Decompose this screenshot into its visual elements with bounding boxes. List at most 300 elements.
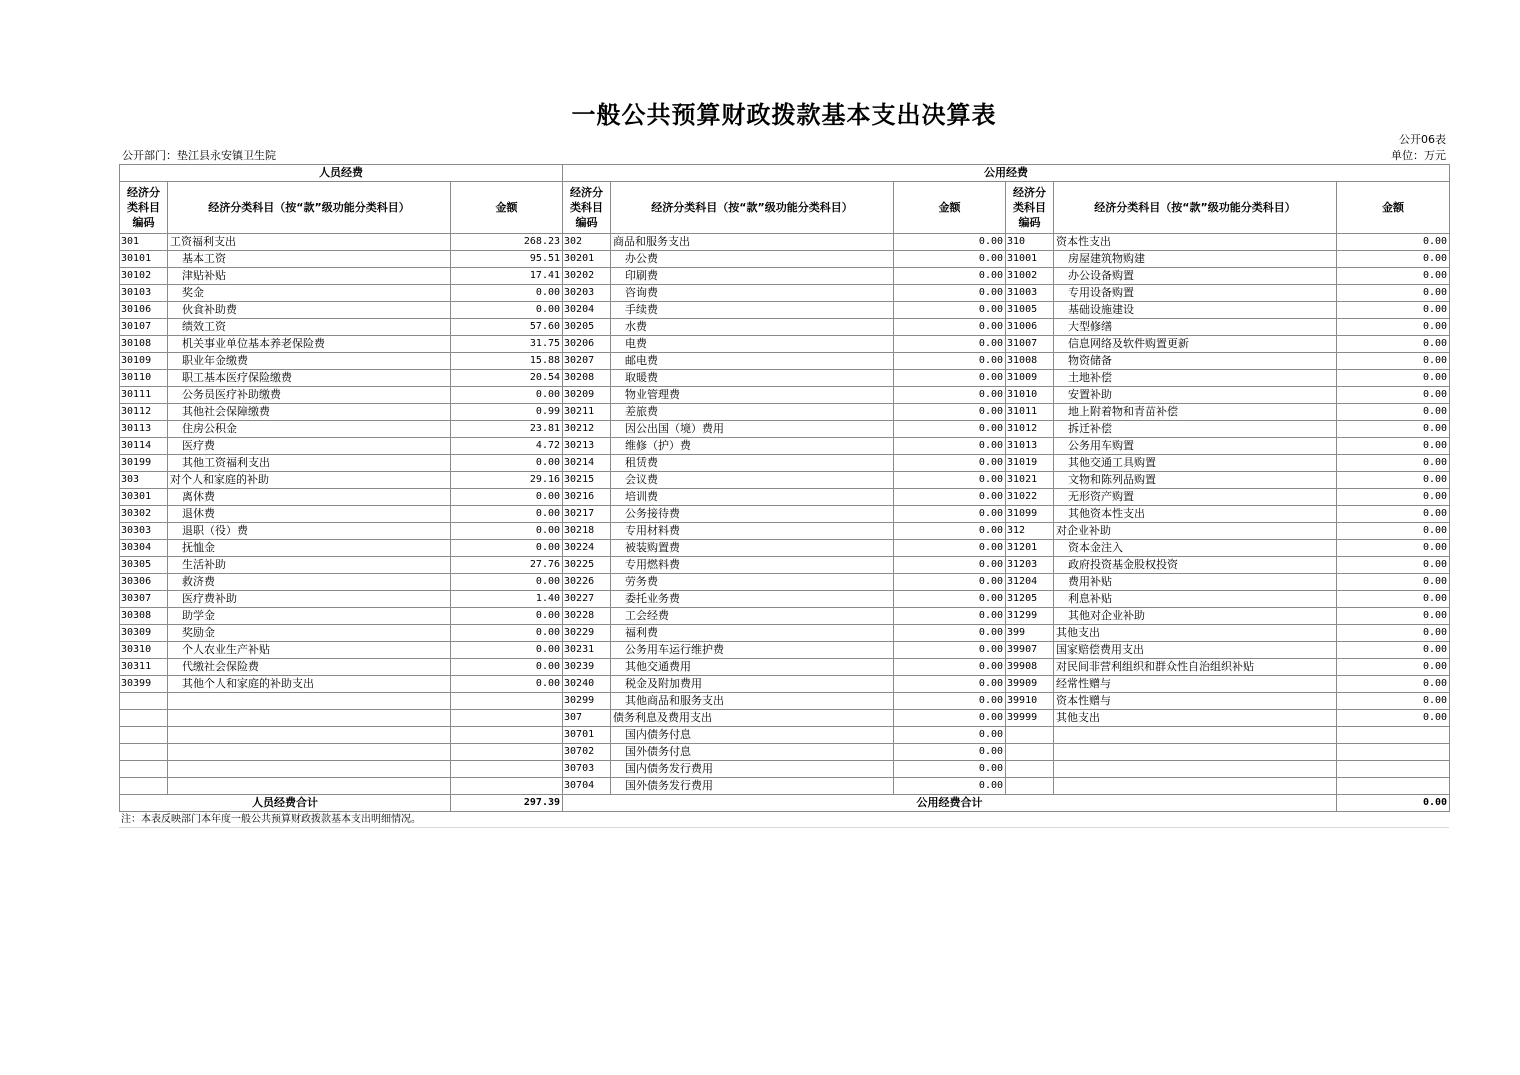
item-code: 30217 (563, 506, 611, 523)
personnel-total-label: 人员经费合计 (120, 795, 451, 812)
item-code: 30113 (120, 421, 168, 438)
table-row (120, 285, 1450, 302)
item-name: 其他支出 (1054, 625, 1337, 642)
item-amount: 0.00 (1337, 438, 1450, 455)
item-amount: 0.00 (451, 608, 563, 625)
empty-cell (1054, 727, 1337, 744)
empty-cell (168, 727, 451, 744)
item-code: 31013 (1006, 438, 1054, 455)
table-row (120, 642, 1450, 659)
item-name: 对个人和家庭的补助 (168, 472, 451, 489)
item-amount: 0.00 (894, 455, 1006, 472)
section-personnel: 人员经费 (120, 165, 563, 182)
item-code: 31009 (1006, 370, 1054, 387)
empty-cell (1054, 744, 1337, 761)
item-amount: 0.00 (1337, 234, 1450, 251)
item-amount: 0.00 (1337, 336, 1450, 353)
item-code: 30299 (563, 693, 611, 710)
table-row (120, 438, 1450, 455)
item-name: 公务接待费 (611, 506, 894, 523)
item-amount: 0.00 (451, 506, 563, 523)
item-code: 30216 (563, 489, 611, 506)
item-amount: 0.00 (1337, 404, 1450, 421)
item-code: 399 (1006, 625, 1054, 642)
item-amount: 0.00 (894, 523, 1006, 540)
item-name: 医疗费 (168, 438, 451, 455)
table-row (120, 727, 1450, 744)
item-name: 其他交通费用 (611, 659, 894, 676)
table-row (120, 778, 1450, 795)
table-row (120, 251, 1450, 268)
col-amount-header: 金额 (451, 182, 563, 234)
item-amount: 0.00 (451, 540, 563, 557)
item-name: 文物和陈列品购置 (1054, 472, 1337, 489)
item-amount: 0.00 (1337, 574, 1450, 591)
item-amount: 0.00 (1337, 506, 1450, 523)
item-amount: 0.00 (1337, 421, 1450, 438)
empty-cell (168, 693, 451, 710)
item-name: 无形资产购置 (1054, 489, 1337, 506)
item-name: 利息补贴 (1054, 591, 1337, 608)
expenditure-table (119, 164, 1450, 812)
item-name: 津贴补贴 (168, 268, 451, 285)
col-code-header: 经济分类科目编码 (120, 182, 168, 234)
item-name: 抚恤金 (168, 540, 451, 557)
item-name: 国外债务付息 (611, 744, 894, 761)
item-code: 39910 (1006, 693, 1054, 710)
item-amount: 0.00 (894, 404, 1006, 421)
item-name: 土地补偿 (1054, 370, 1337, 387)
table-row (120, 421, 1450, 438)
item-code: 30308 (120, 608, 168, 625)
table-row (120, 472, 1450, 489)
item-name: 国家赔偿费用支出 (1054, 642, 1337, 659)
item-name: 房屋建筑物购建 (1054, 251, 1337, 268)
item-amount: 0.00 (894, 472, 1006, 489)
item-code: 31201 (1006, 540, 1054, 557)
item-amount: 0.00 (451, 625, 563, 642)
item-code: 31205 (1006, 591, 1054, 608)
item-amount: 0.00 (894, 710, 1006, 727)
item-code: 39908 (1006, 659, 1054, 676)
item-code: 39907 (1006, 642, 1054, 659)
item-amount: 0.00 (894, 302, 1006, 319)
col-code-header: 经济分类科目编码 (563, 182, 611, 234)
item-amount: 0.00 (1337, 353, 1450, 370)
item-code: 30208 (563, 370, 611, 387)
item-amount: 0.00 (1337, 302, 1450, 319)
item-code: 30226 (563, 574, 611, 591)
item-amount: 0.00 (894, 489, 1006, 506)
item-name: 福利费 (611, 625, 894, 642)
item-amount: 0.00 (894, 336, 1006, 353)
item-amount: 0.00 (1337, 489, 1450, 506)
department-label: 公开部门：垫江县永安镇卫生院 (122, 149, 276, 162)
item-amount: 0.00 (451, 489, 563, 506)
empty-cell (168, 761, 451, 778)
item-name: 机关事业单位基本养老保险费 (168, 336, 451, 353)
item-code: 30228 (563, 608, 611, 625)
item-code: 30229 (563, 625, 611, 642)
item-code: 30107 (120, 319, 168, 336)
item-amount: 0.00 (894, 659, 1006, 676)
item-amount: 0.00 (451, 574, 563, 591)
item-code: 30215 (563, 472, 611, 489)
empty-cell (451, 761, 563, 778)
empty-cell (120, 710, 168, 727)
item-code: 303 (120, 472, 168, 489)
table-row (120, 710, 1450, 727)
empty-cell (120, 744, 168, 761)
item-code: 30211 (563, 404, 611, 421)
empty-cell (1006, 727, 1054, 744)
empty-cell (1006, 778, 1054, 795)
item-code: 31008 (1006, 353, 1054, 370)
table-row (120, 506, 1450, 523)
item-amount: 0.00 (1337, 285, 1450, 302)
table-row (120, 319, 1450, 336)
item-amount: 0.00 (1337, 251, 1450, 268)
empty-cell (1337, 727, 1450, 744)
item-name: 医疗费补助 (168, 591, 451, 608)
item-amount: 0.00 (894, 574, 1006, 591)
empty-cell (120, 761, 168, 778)
item-code: 30301 (120, 489, 168, 506)
item-name: 国内债务付息 (611, 727, 894, 744)
item-amount: 0.00 (894, 608, 1006, 625)
item-amount: 0.00 (1337, 642, 1450, 659)
table-row (120, 676, 1450, 693)
item-code: 30199 (120, 455, 168, 472)
table-row (120, 693, 1450, 710)
empty-cell (168, 744, 451, 761)
item-name: 会议费 (611, 472, 894, 489)
col-name-header: 经济分类科目（按“款”级功能分类科目） (1054, 182, 1337, 234)
table-row (120, 523, 1450, 540)
item-amount: 0.00 (1337, 659, 1450, 676)
item-name: 伙食补助费 (168, 302, 451, 319)
item-amount: 0.00 (451, 285, 563, 302)
item-code: 30305 (120, 557, 168, 574)
item-name: 退休费 (168, 506, 451, 523)
item-name: 国内债务发行费用 (611, 761, 894, 778)
item-code: 301 (120, 234, 168, 251)
item-code: 30311 (120, 659, 168, 676)
item-code: 30310 (120, 642, 168, 659)
item-name: 专用材料费 (611, 523, 894, 540)
item-code: 31003 (1006, 285, 1054, 302)
item-name: 基本工资 (168, 251, 451, 268)
item-name: 差旅费 (611, 404, 894, 421)
item-name: 电费 (611, 336, 894, 353)
item-name: 退职（役）费 (168, 523, 451, 540)
item-name: 其他资本性支出 (1054, 506, 1337, 523)
item-amount: 0.00 (1337, 523, 1450, 540)
item-amount: 0.00 (1337, 710, 1450, 727)
item-amount: 0.00 (1337, 472, 1450, 489)
report-sheet (119, 99, 1449, 828)
item-code: 39909 (1006, 676, 1054, 693)
item-amount: 0.99 (451, 404, 563, 421)
item-code: 31203 (1006, 557, 1054, 574)
item-amount: 57.60 (451, 319, 563, 336)
empty-cell (1054, 778, 1337, 795)
item-name: 债务利息及费用支出 (611, 710, 894, 727)
item-name: 印刷费 (611, 268, 894, 285)
item-code: 302 (563, 234, 611, 251)
item-code: 30240 (563, 676, 611, 693)
item-name: 手续费 (611, 302, 894, 319)
item-code: 31204 (1006, 574, 1054, 591)
item-name: 职业年金缴费 (168, 353, 451, 370)
col-amount-header: 金额 (894, 182, 1006, 234)
item-name: 大型修缮 (1054, 319, 1337, 336)
item-amount: 0.00 (1337, 268, 1450, 285)
item-name: 对民间非营利组织和群众性自治组织补贴 (1054, 659, 1337, 676)
item-code: 31019 (1006, 455, 1054, 472)
item-amount: 0.00 (894, 761, 1006, 778)
empty-cell (1337, 744, 1450, 761)
item-amount: 0.00 (1337, 591, 1450, 608)
item-code: 30702 (563, 744, 611, 761)
item-name: 资本金注入 (1054, 540, 1337, 557)
empty-cell (1337, 778, 1450, 795)
column-header-row (120, 182, 1450, 234)
item-code: 30206 (563, 336, 611, 353)
item-code: 30204 (563, 302, 611, 319)
item-name: 资本性赠与 (1054, 693, 1337, 710)
public-total-amount: 0.00 (1337, 795, 1450, 812)
item-name: 奖金 (168, 285, 451, 302)
item-code: 31006 (1006, 319, 1054, 336)
table-id-row (119, 132, 1449, 148)
item-code: 30227 (563, 591, 611, 608)
item-name: 奖励金 (168, 625, 451, 642)
item-code: 30703 (563, 761, 611, 778)
item-name: 公务用车运行维护费 (611, 642, 894, 659)
item-name: 取暖费 (611, 370, 894, 387)
item-code: 30213 (563, 438, 611, 455)
footnote: 注：本表反映部门本年度一般公共预算财政拨款基本支出明细情况。 (119, 812, 1449, 828)
table-row (120, 455, 1450, 472)
item-name: 工会经费 (611, 608, 894, 625)
empty-cell (451, 727, 563, 744)
item-code: 312 (1006, 523, 1054, 540)
item-code: 30309 (120, 625, 168, 642)
item-name: 水费 (611, 319, 894, 336)
empty-cell (451, 693, 563, 710)
item-code: 31099 (1006, 506, 1054, 523)
table-row (120, 625, 1450, 642)
item-name: 救济费 (168, 574, 451, 591)
report-title: 一般公共预算财政拨款基本支出决算表 (571, 101, 997, 129)
item-amount: 268.23 (451, 234, 563, 251)
item-name: 公务用车购置 (1054, 438, 1337, 455)
item-amount: 0.00 (1337, 370, 1450, 387)
table-row (120, 489, 1450, 506)
empty-cell (120, 727, 168, 744)
table-row (120, 761, 1450, 778)
empty-cell (1337, 761, 1450, 778)
item-amount: 0.00 (894, 353, 1006, 370)
item-amount: 0.00 (894, 778, 1006, 795)
item-code: 30212 (563, 421, 611, 438)
table-row (120, 302, 1450, 319)
empty-cell (451, 710, 563, 727)
empty-cell (1006, 744, 1054, 761)
table-row (120, 557, 1450, 574)
table-row (120, 540, 1450, 557)
item-amount: 0.00 (451, 523, 563, 540)
table-row (120, 591, 1450, 608)
public-total-label: 公用经费合计 (563, 795, 1337, 812)
item-amount: 0.00 (1337, 557, 1450, 574)
item-amount: 0.00 (894, 370, 1006, 387)
item-amount: 0.00 (894, 506, 1006, 523)
item-code: 30109 (120, 353, 168, 370)
item-amount: 27.76 (451, 557, 563, 574)
item-name: 被装购置费 (611, 540, 894, 557)
item-name: 地上附着物和青苗补偿 (1054, 404, 1337, 421)
table-row (120, 234, 1450, 251)
item-name: 邮电费 (611, 353, 894, 370)
item-code: 30205 (563, 319, 611, 336)
item-code: 30203 (563, 285, 611, 302)
item-code: 31011 (1006, 404, 1054, 421)
item-amount: 1.40 (451, 591, 563, 608)
item-code: 30111 (120, 387, 168, 404)
item-code: 31001 (1006, 251, 1054, 268)
table-row (120, 574, 1450, 591)
item-name: 其他对企业补助 (1054, 608, 1337, 625)
item-amount: 0.00 (1337, 676, 1450, 693)
item-name: 国外债务发行费用 (611, 778, 894, 795)
item-code: 30102 (120, 268, 168, 285)
item-code: 30307 (120, 591, 168, 608)
item-amount: 4.72 (451, 438, 563, 455)
item-amount: 0.00 (894, 744, 1006, 761)
department-row (119, 148, 1449, 164)
item-amount: 0.00 (894, 693, 1006, 710)
item-code: 31007 (1006, 336, 1054, 353)
item-amount: 0.00 (1337, 455, 1450, 472)
empty-cell (120, 693, 168, 710)
item-amount: 0.00 (894, 540, 1006, 557)
item-name: 办公设备购置 (1054, 268, 1337, 285)
item-code: 30108 (120, 336, 168, 353)
item-amount: 0.00 (894, 727, 1006, 744)
item-code: 30209 (563, 387, 611, 404)
item-name: 税金及附加费用 (611, 676, 894, 693)
title-row (119, 99, 1449, 132)
table-row (120, 744, 1450, 761)
table-row (120, 404, 1450, 421)
item-amount: 0.00 (1337, 319, 1450, 336)
item-amount: 0.00 (1337, 387, 1450, 404)
item-code: 31299 (1006, 608, 1054, 625)
item-amount: 95.51 (451, 251, 563, 268)
table-row (120, 268, 1450, 285)
item-code: 30306 (120, 574, 168, 591)
item-name: 代缴社会保险费 (168, 659, 451, 676)
item-amount: 0.00 (894, 387, 1006, 404)
item-name: 办公费 (611, 251, 894, 268)
unit-label: 单位：万元 (1391, 149, 1446, 162)
item-amount: 0.00 (451, 302, 563, 319)
item-amount: 29.16 (451, 472, 563, 489)
item-name: 专用设备购置 (1054, 285, 1337, 302)
col-name-header: 经济分类科目（按“款”级功能分类科目） (168, 182, 451, 234)
table-row (120, 659, 1450, 676)
item-code: 30103 (120, 285, 168, 302)
item-code: 30202 (563, 268, 611, 285)
item-name: 商品和服务支出 (611, 234, 894, 251)
item-amount: 0.00 (451, 387, 563, 404)
item-amount: 0.00 (1337, 608, 1450, 625)
item-name: 工资福利支出 (168, 234, 451, 251)
table-id: 公开06表 (1399, 133, 1446, 146)
item-name: 专用燃料费 (611, 557, 894, 574)
item-name: 租赁费 (611, 455, 894, 472)
totals-row (120, 795, 1450, 812)
item-amount: 31.75 (451, 336, 563, 353)
personnel-total-amount: 297.39 (451, 795, 563, 812)
item-code: 31012 (1006, 421, 1054, 438)
item-amount: 0.00 (894, 268, 1006, 285)
item-amount: 0.00 (894, 421, 1006, 438)
item-name: 其他商品和服务支出 (611, 693, 894, 710)
item-code: 30701 (563, 727, 611, 744)
item-name: 其他社会保障缴费 (168, 404, 451, 421)
empty-cell (1054, 761, 1337, 778)
item-code: 30399 (120, 676, 168, 693)
col-name-header: 经济分类科目（按“款”级功能分类科目） (611, 182, 894, 234)
item-code: 30239 (563, 659, 611, 676)
item-name: 离休费 (168, 489, 451, 506)
item-code: 39999 (1006, 710, 1054, 727)
empty-cell (451, 744, 563, 761)
item-code: 30225 (563, 557, 611, 574)
section-public: 公用经费 (563, 165, 1450, 182)
item-code: 30214 (563, 455, 611, 472)
item-code: 30218 (563, 523, 611, 540)
item-name: 维修（护）费 (611, 438, 894, 455)
item-name: 委托业务费 (611, 591, 894, 608)
item-name: 因公出国（境）费用 (611, 421, 894, 438)
item-name: 其他支出 (1054, 710, 1337, 727)
col-amount-header: 金额 (1337, 182, 1450, 234)
item-code: 31005 (1006, 302, 1054, 319)
item-name: 住房公积金 (168, 421, 451, 438)
item-code: 30302 (120, 506, 168, 523)
empty-cell (120, 778, 168, 795)
item-amount: 15.88 (451, 353, 563, 370)
item-name: 其他交通工具购置 (1054, 455, 1337, 472)
empty-cell (1006, 761, 1054, 778)
item-code: 30304 (120, 540, 168, 557)
table-row (120, 387, 1450, 404)
item-code: 30110 (120, 370, 168, 387)
item-name: 生活补助 (168, 557, 451, 574)
item-name: 物业管理费 (611, 387, 894, 404)
item-amount: 0.00 (894, 234, 1006, 251)
item-amount: 0.00 (1337, 693, 1450, 710)
item-name: 公务员医疗补助缴费 (168, 387, 451, 404)
item-amount: 0.00 (894, 642, 1006, 659)
item-name: 基础设施建设 (1054, 302, 1337, 319)
item-code: 31022 (1006, 489, 1054, 506)
table-row (120, 336, 1450, 353)
